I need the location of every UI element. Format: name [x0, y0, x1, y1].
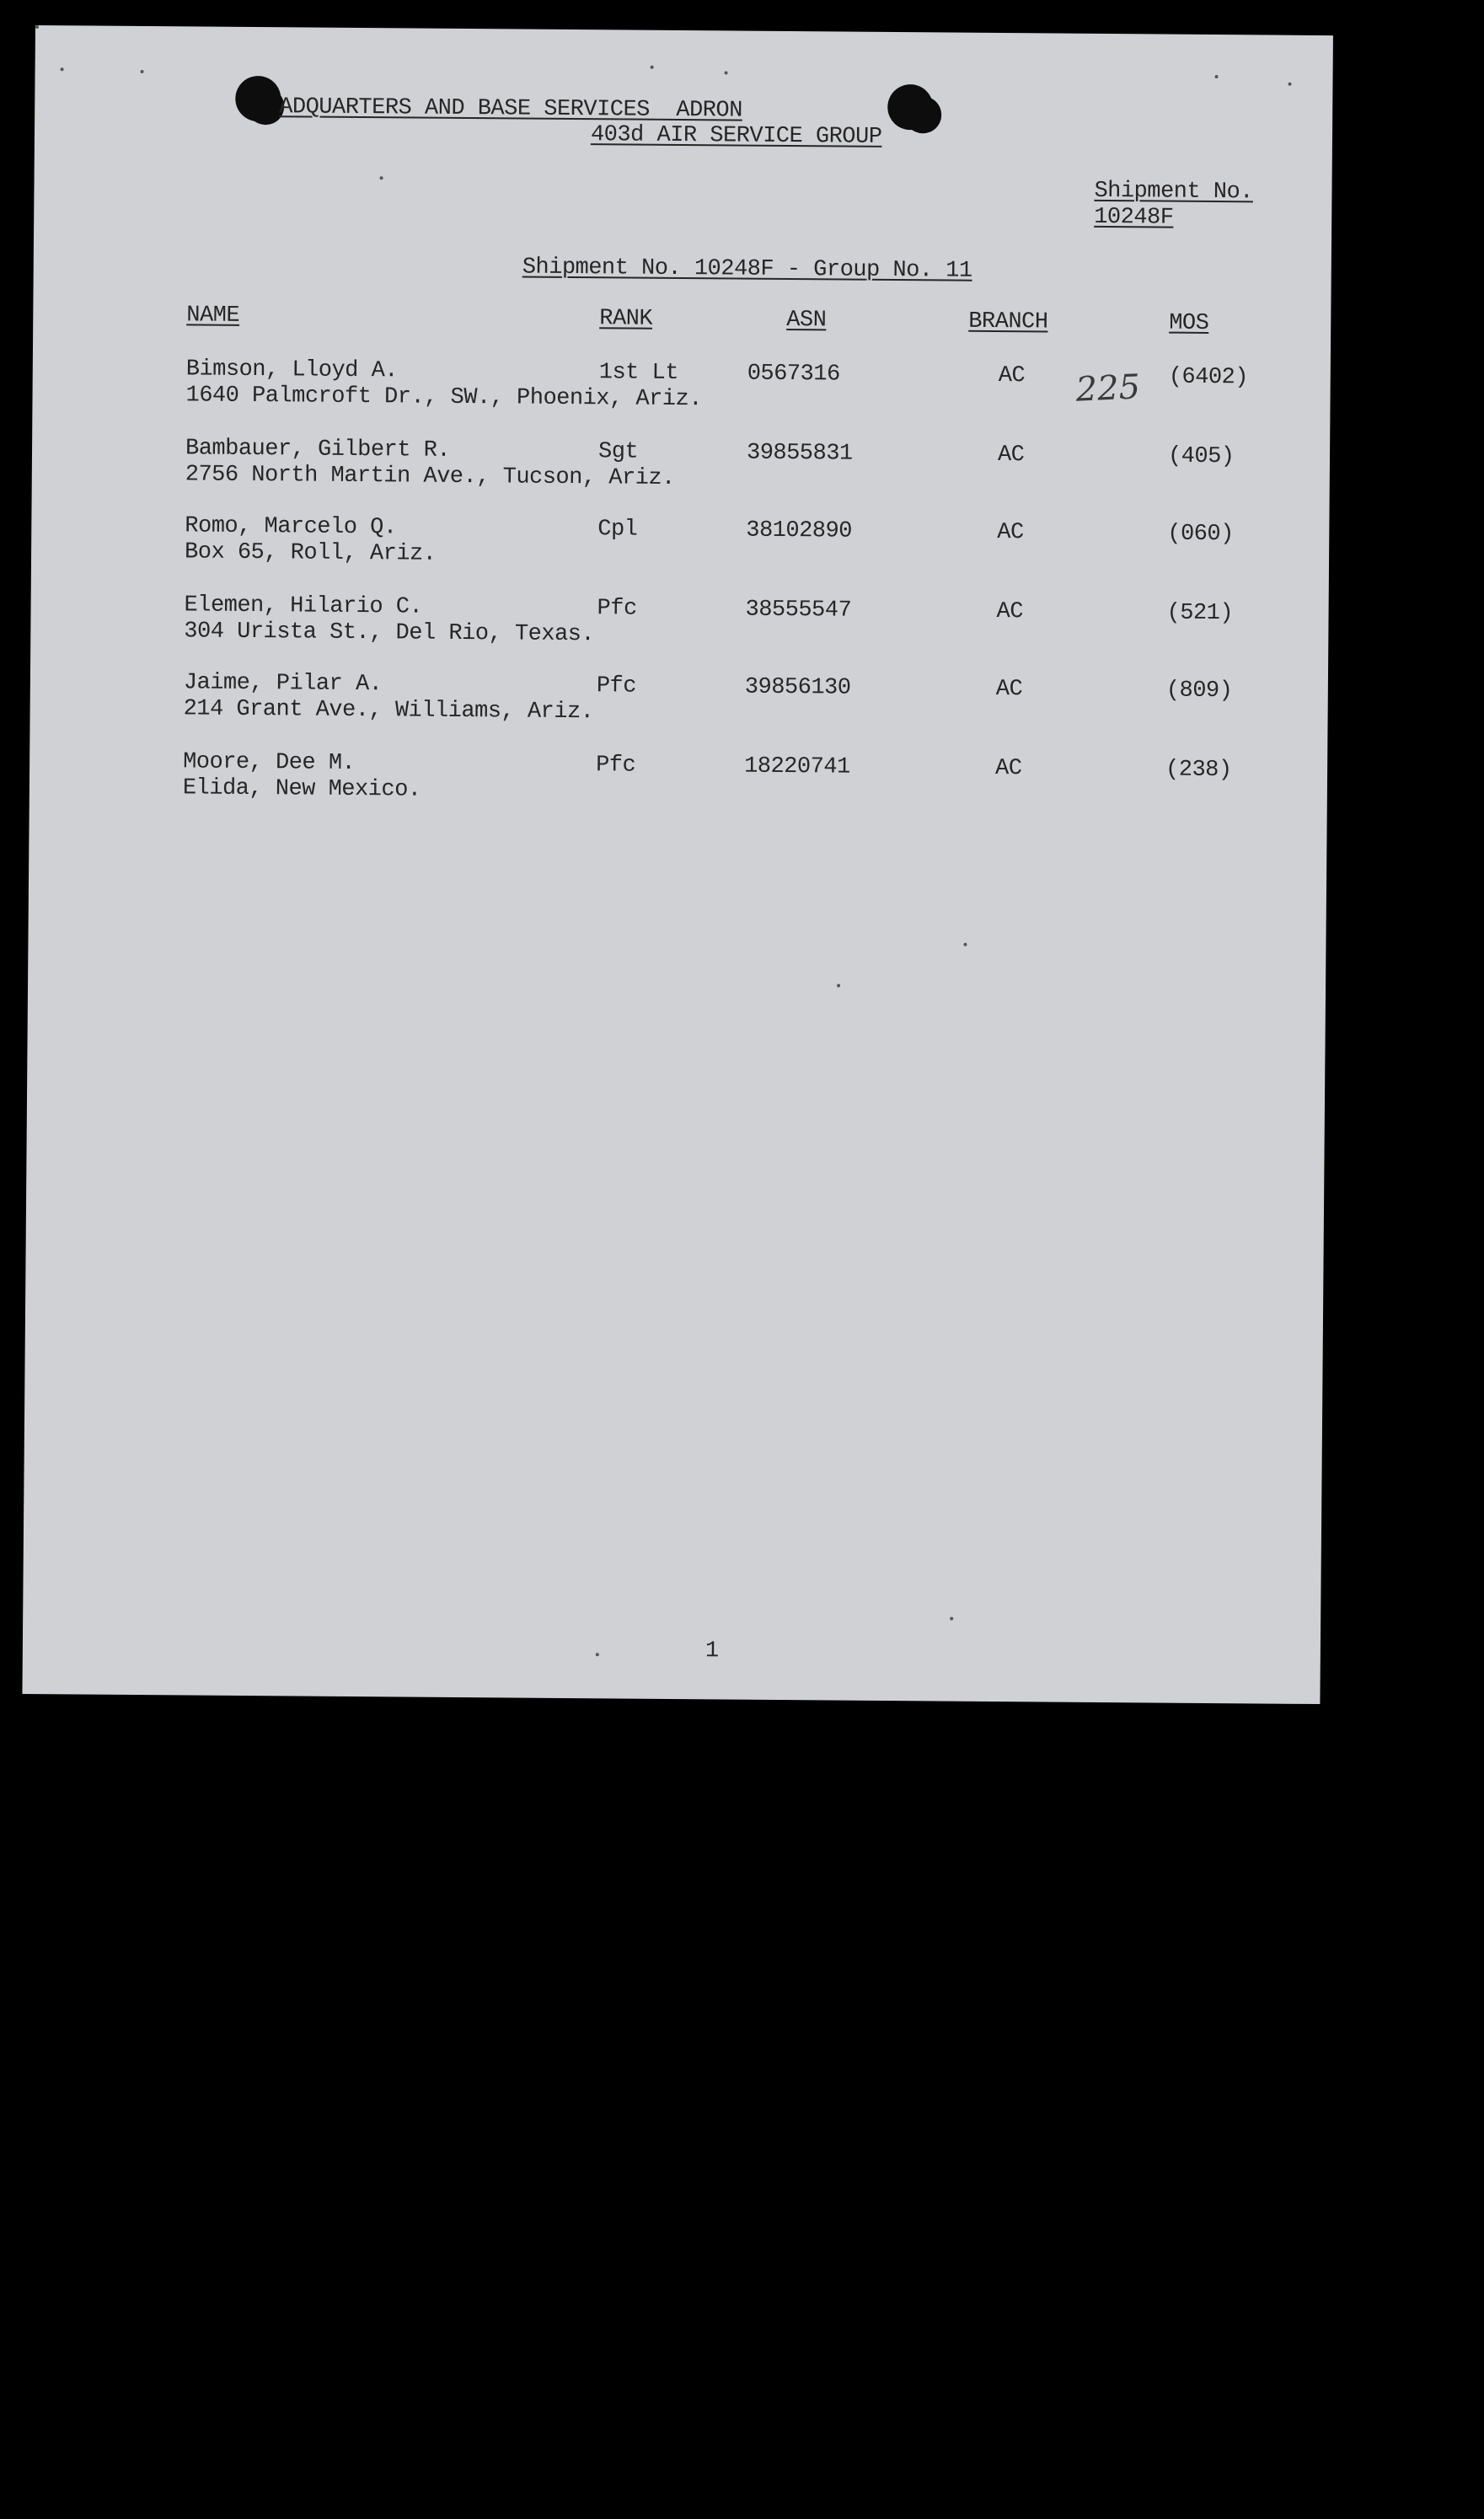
row-name: Romo, Marcelo Q.	[185, 513, 397, 541]
column-header-asn: ASN	[786, 308, 827, 334]
dust-speck	[950, 1617, 953, 1621]
row-rank: Pfc	[596, 673, 637, 699]
dust-speck	[651, 66, 654, 69]
row-name: Moore, Dee M.	[183, 749, 356, 777]
column-header-mos: MOS	[1169, 310, 1209, 336]
row-branch: AC	[996, 598, 1024, 625]
shipment-number: 10248F	[1094, 204, 1174, 231]
row-branch: AC	[997, 519, 1024, 546]
dust-speck	[596, 1653, 599, 1656]
row-name: Elemen, Hilario C.	[184, 592, 423, 620]
row-mos: (809)	[1165, 678, 1233, 705]
dust-speck	[837, 984, 840, 988]
row-address: Box 65, Roll, Ariz.	[184, 539, 437, 567]
row-name: Bambauer, Gilbert R.	[185, 436, 451, 464]
row-name: Jaime, Pilar A.	[183, 670, 383, 698]
page-number: 1	[704, 1638, 719, 1664]
row-rank: Cpl	[597, 517, 638, 543]
row-mos: (405)	[1167, 443, 1235, 470]
row-address: 304 Urista St., Del Rio, Texas.	[184, 619, 595, 648]
dust-speck	[963, 943, 967, 946]
row-rank: 1st Lt	[598, 360, 679, 387]
header-line-2: 403d AIR SERVICE GROUP	[590, 122, 882, 150]
row-asn: 39855831	[746, 440, 853, 467]
dust-speck	[141, 70, 144, 73]
row-asn: 38102890	[746, 517, 853, 544]
row-rank: Pfc	[596, 753, 636, 779]
dust-speck	[35, 25, 39, 29]
punch-hole-right-shadow	[904, 96, 941, 133]
column-header-rank: RANK	[599, 306, 653, 332]
dust-speck	[380, 176, 383, 180]
row-address: 2756 North Martin Ave., Tucson, Ariz.	[185, 462, 675, 491]
row-branch: AC	[995, 676, 1023, 703]
row-address: Elida, New Mexico.	[182, 775, 421, 803]
row-branch: AC	[997, 442, 1025, 469]
dust-speck	[725, 71, 728, 74]
dust-speck	[1288, 83, 1291, 86]
row-address: 214 Grant Ave., Williams, Ariz.	[183, 696, 594, 726]
shipment-label: Shipment No.	[1094, 178, 1254, 206]
row-mos: (060)	[1167, 521, 1234, 548]
document-page	[22, 25, 1333, 1704]
row-rank: Sgt	[597, 439, 639, 465]
document-title: Shipment No. 10248F - Group No. 11	[522, 255, 972, 284]
row-branch: AC	[998, 362, 1026, 389]
header-line-1: ADQUARTERS AND BASE SERVICES ADRON	[279, 94, 742, 124]
row-rank: Pfc	[597, 596, 637, 622]
row-name: Bimson, Lloyd A.	[185, 356, 399, 384]
column-header-name: NAME	[186, 303, 240, 329]
dust-speck	[61, 67, 64, 71]
row-branch: AC	[994, 755, 1022, 782]
handwritten-page-mark: 225	[1074, 367, 1141, 410]
row-asn: 18220741	[743, 753, 850, 780]
row-asn: 38555547	[745, 597, 852, 624]
row-mos: (521)	[1166, 600, 1234, 627]
row-asn: 39856130	[744, 674, 851, 701]
row-mos: (6402)	[1168, 364, 1249, 391]
row-address: 1640 Palmcroft Dr., SW., Phoenix, Ariz.	[185, 383, 703, 413]
dust-speck	[1215, 75, 1219, 78]
row-asn: 0567316	[747, 361, 840, 388]
column-header-branch: BRANCH	[968, 308, 1048, 335]
row-mos: (238)	[1165, 757, 1232, 784]
